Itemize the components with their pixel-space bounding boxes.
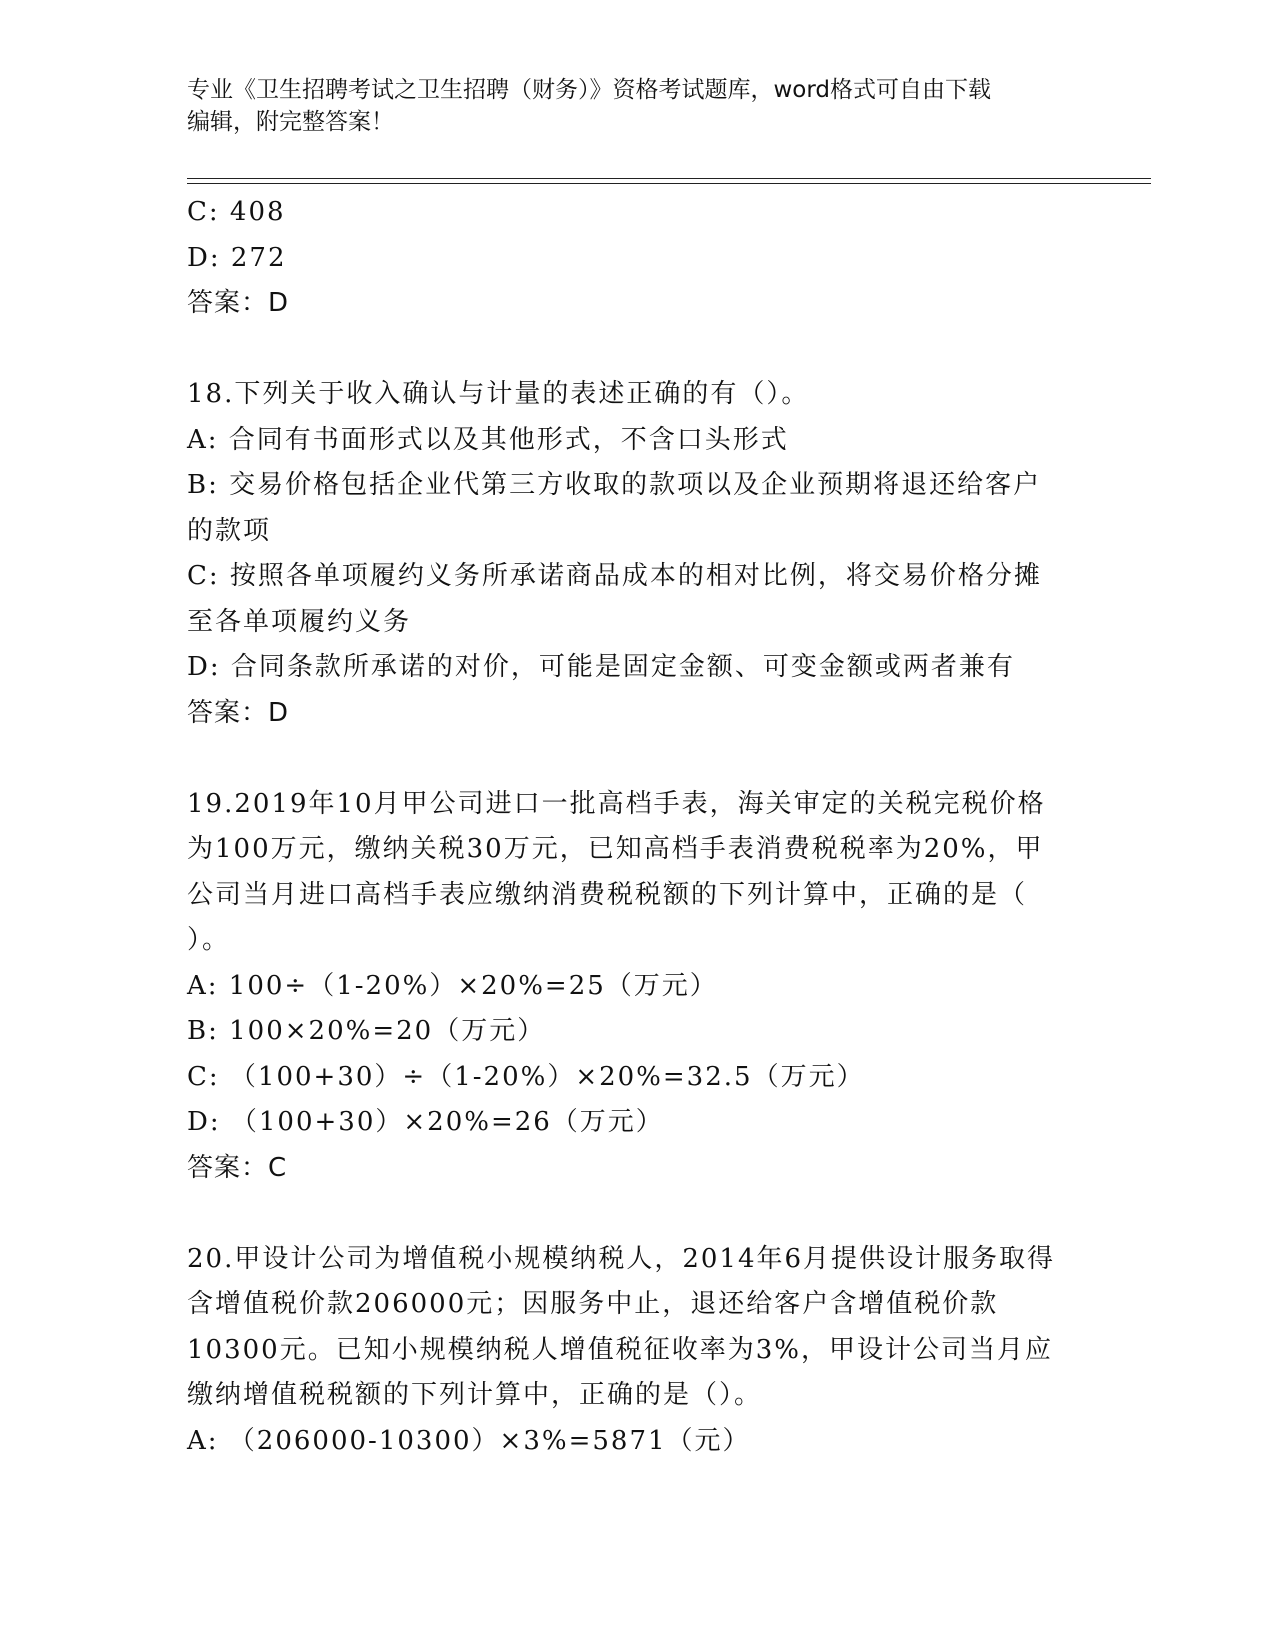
q20-option-a: A: （206000-10300）×3%=5871（元）	[187, 1425, 751, 1456]
question-20	[187, 1237, 1107, 1465]
spacer	[187, 1191, 1107, 1237]
document-header	[187, 74, 1087, 138]
q17-option-d: D: 272	[187, 242, 287, 273]
q18-option-c-line-2: 至各单项履约义务	[187, 606, 412, 637]
q19-option-b: B: 100×20%=20（万元）	[187, 1016, 546, 1046]
question-18	[187, 372, 1107, 736]
q19-stem-line-4: ）。	[187, 925, 231, 955]
q18-option-b-line-1: B: 交易价格包括企业代第三方收取的款项以及企业预期将退还给客户	[187, 470, 1042, 500]
question-19	[187, 782, 1107, 1192]
q18-stem: 18.下列关于收入确认与计量的表述正确的有（）。	[187, 379, 810, 409]
q18-option-a: A: 合同有书面形式以及其他形式，不含口头形式	[187, 424, 789, 455]
q19-stem-line-1: 19.2019年10月甲公司进口一批高档手表，海关审定的关税完税价格	[187, 788, 1046, 819]
q18-option-d: D: 合同条款所承诺的对价，可能是固定金额、可变金额或两者兼有	[187, 652, 1015, 682]
q19-option-c: C: （100+30）÷（1-20%）×20%=32.5（万元）	[187, 1061, 865, 1092]
q19-answer: 答案：C	[187, 1152, 288, 1183]
q19-stem-line-3: 公司当月进口高档手表应缴纳消费税税额的下列计算中，正确的是（	[187, 879, 1028, 910]
q17-answer: 答案：D	[187, 288, 290, 318]
q19-stem-line-2: 为100万元，缴纳关税30万元，已知高档手表消费税税率为20%，甲	[187, 834, 1044, 864]
q20-stem-line-1: 20.甲设计公司为增值税小规模纳税人，2014年6月提供设计服务取得	[187, 1243, 1056, 1274]
header-divider-top	[187, 178, 1151, 179]
q17-option-c: C: 408	[187, 197, 286, 227]
q20-stem-line-3: 10300元。已知小规模纳税人增值税征收率为3%，甲设计公司当月应	[187, 1334, 1053, 1365]
header-divider-bottom	[187, 183, 1151, 184]
q18-answer: 答案：D	[187, 697, 290, 728]
q19-option-d: D: （100+30）×20%=26（万元）	[187, 1107, 664, 1137]
q20-stem-line-4: 缴纳增值税税额的下列计算中，正确的是（）。	[187, 1380, 763, 1410]
q18-option-c-line-1: C: 按照各单项履约义务所承诺商品成本的相对比例，将交易价格分摊	[187, 561, 1042, 591]
header-line-1: 专业《卫生招聘考试之卫生招聘（财务）》资格考试题库，word格式可自由下载	[187, 77, 992, 103]
question-17-tail	[187, 190, 1107, 327]
header-line-2: 编辑，附完整答案！	[187, 109, 394, 135]
q18-option-b-line-2: 的款项	[187, 515, 272, 546]
spacer	[187, 327, 1107, 373]
q19-option-a: A: 100÷（1-20%）×20%=25（万元）	[187, 970, 718, 1001]
spacer	[187, 736, 1107, 782]
document-body	[187, 190, 1107, 1464]
q20-stem-line-2: 含增值税价款206000元；因服务中止，退还给客户含增值税价款	[187, 1289, 999, 1319]
